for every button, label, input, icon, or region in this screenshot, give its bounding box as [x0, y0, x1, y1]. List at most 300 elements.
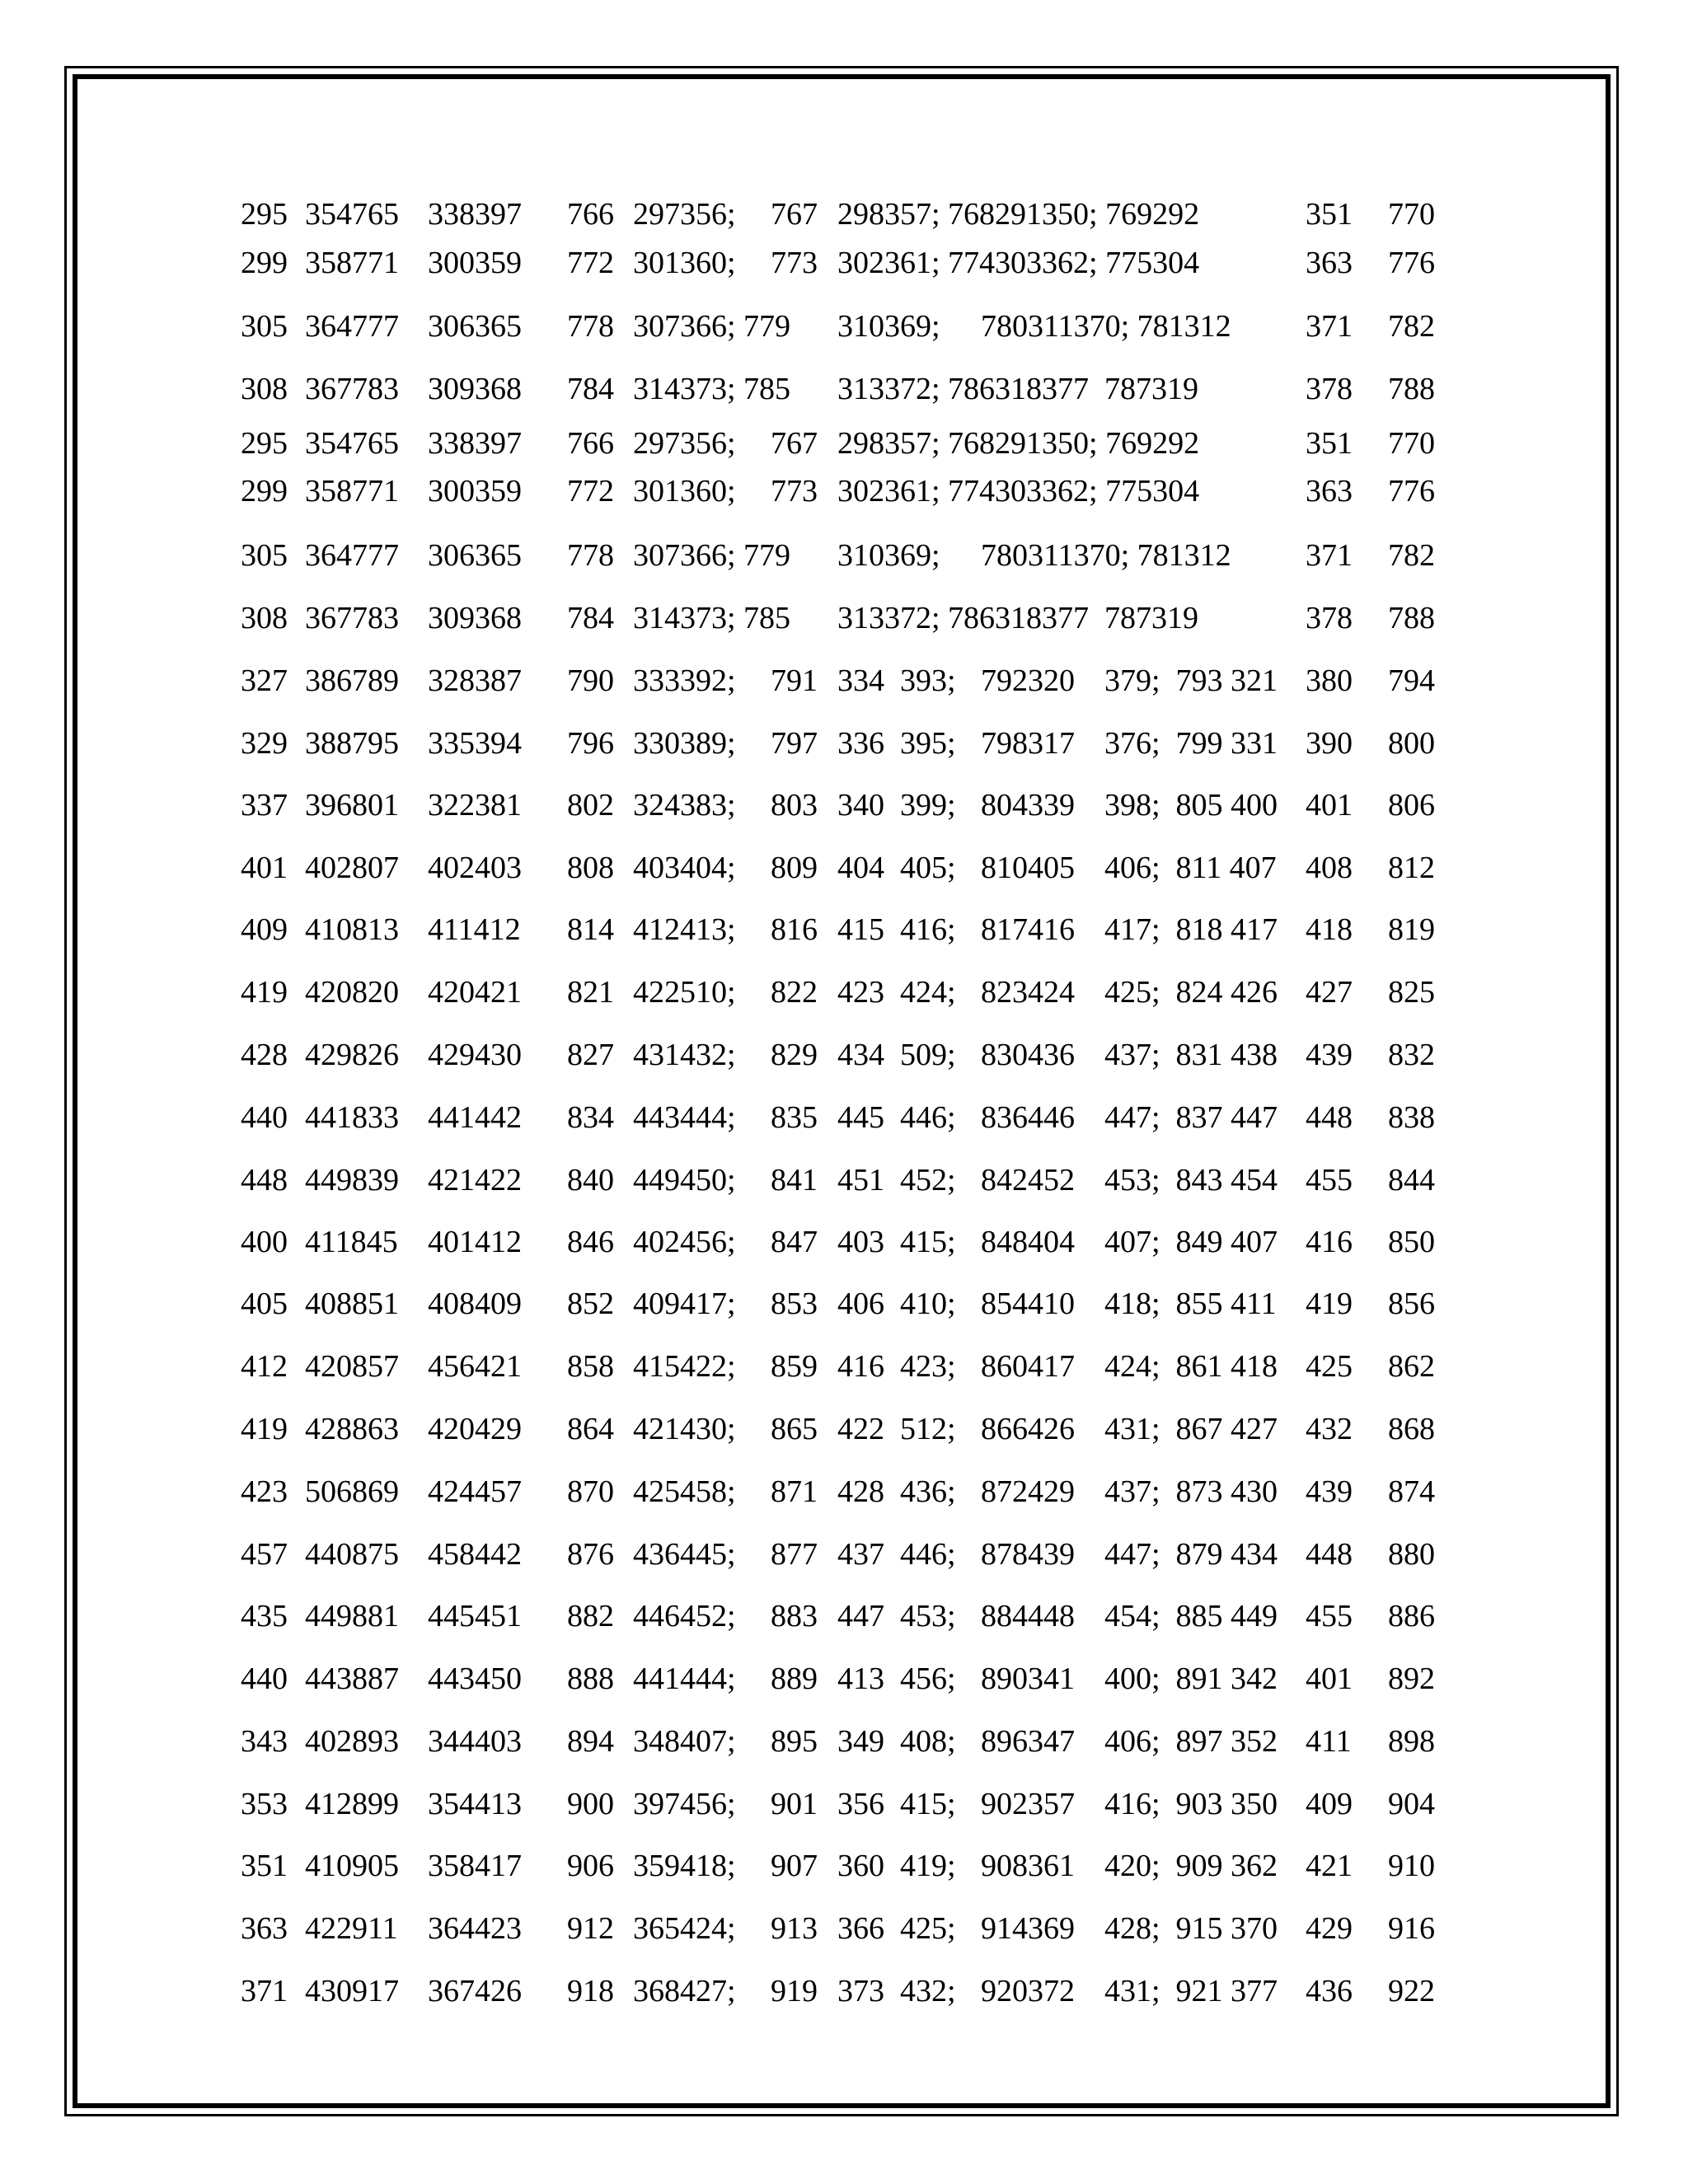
table-cell: 782: [1388, 309, 1435, 344]
table-cell: 401: [1306, 788, 1353, 823]
table-cell: 360 419;: [837, 1849, 956, 1883]
table-cell: 844: [1388, 1163, 1435, 1197]
table-cell: 401: [1306, 1661, 1353, 1696]
table-cell: 425458;: [633, 1474, 736, 1509]
table-row: [0, 1098, 1688, 1137]
table-cell: 379; 793 321: [1104, 663, 1278, 698]
table-cell: 409: [1306, 1787, 1353, 1821]
table-cell: 892: [1388, 1661, 1435, 1696]
table-cell: 300359: [428, 474, 522, 509]
table-cell: 780311370; 781312: [981, 309, 1231, 344]
table-cell: 308: [241, 372, 288, 406]
table-cell: 436445;: [633, 1537, 736, 1572]
table-cell: 886: [1388, 1599, 1435, 1633]
table-cell: 397456;: [633, 1787, 736, 1821]
table-cell: 506869: [305, 1474, 399, 1509]
table-row: [0, 471, 1688, 511]
table-cell: 349 408;: [837, 1724, 956, 1759]
table-cell: 441442: [428, 1100, 522, 1135]
table-row: [0, 910, 1688, 949]
table-cell: 420; 909 362: [1104, 1849, 1278, 1883]
table-cell: 770: [1388, 426, 1435, 461]
table-cell: 363: [1306, 474, 1353, 509]
table-cell: 809: [771, 851, 818, 885]
table-cell: 423 424;: [837, 975, 956, 1010]
table-cell: 852: [567, 1286, 614, 1321]
table-cell: 916: [1388, 1911, 1435, 1946]
table-cell: 366 425;: [837, 1911, 956, 1946]
table-cell: 371: [1306, 309, 1353, 344]
table-cell: 409417;: [633, 1286, 736, 1321]
table-cell: 772: [567, 246, 614, 280]
table-cell: 421430;: [633, 1412, 736, 1446]
table-row: [0, 661, 1688, 701]
table-cell: 313372; 786318377: [837, 601, 1090, 635]
table-cell: 847: [771, 1225, 818, 1259]
table-cell: 804339: [981, 788, 1075, 823]
table-cell: 305: [241, 538, 288, 573]
table-row: [0, 1160, 1688, 1200]
table-cell: 776: [1388, 246, 1435, 280]
table-cell: 356 415;: [837, 1787, 956, 1821]
table-cell: 364423: [428, 1911, 522, 1946]
table-cell: 306365: [428, 309, 522, 344]
table-row: [0, 1784, 1688, 1824]
table-row: [0, 1347, 1688, 1386]
table-cell: 441833: [305, 1100, 399, 1135]
table-cell: 449881: [305, 1599, 399, 1633]
table-cell: 812: [1388, 851, 1435, 885]
table-cell: 412413;: [633, 912, 736, 947]
table-cell: 439: [1306, 1038, 1353, 1072]
table-cell: 859: [771, 1349, 818, 1384]
table-cell: 420421: [428, 975, 522, 1010]
table-cell: 772: [567, 474, 614, 509]
table-cell: 373 432;: [837, 1974, 956, 2008]
table-cell: 880: [1388, 1537, 1435, 1572]
table-cell: 451 452;: [837, 1163, 956, 1197]
table-cell: 365424;: [633, 1911, 736, 1946]
table-cell: 874: [1388, 1474, 1435, 1509]
table-cell: 834: [567, 1100, 614, 1135]
table-cell: 310369;: [837, 309, 940, 344]
table-cell: 443450: [428, 1661, 522, 1696]
table-cell: 836446: [981, 1100, 1075, 1135]
table-cell: 338397: [428, 426, 522, 461]
table-cell: 354765: [305, 197, 399, 232]
table-cell: 862: [1388, 1349, 1435, 1384]
table-cell: 313372; 786318377: [837, 372, 1090, 406]
table-cell: 858: [567, 1349, 614, 1384]
table-cell: 890341: [981, 1661, 1075, 1696]
table-cell: 330389;: [633, 726, 736, 761]
table-cell: 439: [1306, 1474, 1353, 1509]
table-cell: 412899: [305, 1787, 399, 1821]
table-cell: 402403: [428, 851, 522, 885]
table-cell: 788: [1388, 601, 1435, 635]
table-cell: 454; 885 449: [1104, 1599, 1278, 1633]
table-cell: 301360;: [633, 246, 736, 280]
table-cell: 367783: [305, 372, 399, 406]
table-cell: 307366; 779: [633, 309, 791, 344]
table-cell: 329: [241, 726, 288, 761]
table-cell: 797: [771, 726, 818, 761]
table-cell: 338397: [428, 197, 522, 232]
table-cell: 418; 855 411: [1104, 1286, 1277, 1321]
table-cell: 314373; 785: [633, 372, 791, 406]
table-cell: 401: [241, 851, 288, 885]
table-cell: 425; 824 426: [1104, 975, 1278, 1010]
table-row: [0, 1409, 1688, 1449]
table-cell: 354765: [305, 426, 399, 461]
table-cell: 432: [1306, 1412, 1353, 1446]
table-row: [0, 307, 1688, 346]
table-cell: 780311370; 781312: [981, 538, 1231, 573]
table-cell: 436: [1306, 1974, 1353, 2008]
table-cell: 443887: [305, 1661, 399, 1696]
table-cell: 333392;: [633, 663, 736, 698]
table-cell: 810405: [981, 851, 1075, 885]
table-cell: 416; 903 350: [1104, 1787, 1278, 1821]
table-cell: 407; 849 407: [1104, 1225, 1278, 1259]
table-cell: 336 395;: [837, 726, 956, 761]
table-cell: 416: [1306, 1225, 1353, 1259]
table-cell: 766: [567, 426, 614, 461]
table-cell: 337: [241, 788, 288, 823]
table-cell: 404 405;: [837, 851, 956, 885]
table-cell: 866426: [981, 1412, 1075, 1446]
table-cell: 440: [241, 1661, 288, 1696]
table-cell: 784: [567, 372, 614, 406]
table-cell: 423: [241, 1474, 288, 1509]
table-cell: 308: [241, 601, 288, 635]
table-cell: 348407;: [633, 1724, 736, 1759]
table-row: [0, 1472, 1688, 1511]
table-cell: 327: [241, 663, 288, 698]
table-cell: 390: [1306, 726, 1353, 761]
table-cell: 449450;: [633, 1163, 736, 1197]
table-row: [0, 1659, 1688, 1699]
table-cell: 406; 811 407: [1104, 851, 1277, 885]
table-cell: 850: [1388, 1225, 1435, 1259]
table-cell: 340 399;: [837, 788, 956, 823]
table-cell: 309368: [428, 372, 522, 406]
table-cell: 418: [1306, 912, 1353, 947]
table-cell: 402456;: [633, 1225, 736, 1259]
table-cell: 380: [1306, 663, 1353, 698]
table-cell: 456421: [428, 1349, 522, 1384]
table-row: [0, 1971, 1688, 2011]
table-cell: 422510;: [633, 975, 736, 1010]
table-cell: 344403: [428, 1724, 522, 1759]
table-row: [0, 724, 1688, 763]
table-cell: 301360;: [633, 474, 736, 509]
table-cell: 778: [567, 538, 614, 573]
table-cell: 396801: [305, 788, 399, 823]
table-cell: 802: [567, 788, 614, 823]
table-cell: 417; 818 417: [1104, 912, 1278, 947]
table-cell: 425: [1306, 1349, 1353, 1384]
table-cell: 770: [1388, 197, 1435, 232]
table-cell: 457: [241, 1537, 288, 1572]
table-cell: 302361; 774303362; 775304: [837, 246, 1200, 280]
table-cell: 888: [567, 1661, 614, 1696]
table-cell: 324383;: [633, 788, 736, 823]
table-cell: 848404: [981, 1225, 1075, 1259]
table-row: [0, 424, 1688, 463]
table-cell: 817416: [981, 912, 1075, 947]
table-cell: 298357; 768291350; 769292: [837, 426, 1200, 461]
table-row: [0, 194, 1688, 234]
table-cell: 854410: [981, 1286, 1075, 1321]
table-cell: 314373; 785: [633, 601, 791, 635]
table-cell: 419: [241, 975, 288, 1010]
table-cell: 448: [241, 1163, 288, 1197]
table-cell: 415422;: [633, 1349, 736, 1384]
table-row: [0, 1846, 1688, 1886]
table-cell: 421: [1306, 1849, 1353, 1883]
table-row: [0, 1909, 1688, 1948]
table-cell: 343: [241, 1724, 288, 1759]
table-cell: 803: [771, 788, 818, 823]
table-cell: 428 436;: [837, 1474, 956, 1509]
table-cell: 297356;: [633, 197, 736, 232]
table-cell: 868: [1388, 1412, 1435, 1446]
table-cell: 353: [241, 1787, 288, 1821]
table-cell: 405: [241, 1286, 288, 1321]
table-cell: 878439: [981, 1537, 1075, 1572]
table-cell: 354413: [428, 1787, 522, 1821]
table-cell: 821: [567, 975, 614, 1010]
table-cell: 367426: [428, 1974, 522, 2008]
table-cell: 298357; 768291350; 769292: [837, 197, 1200, 232]
table-cell: 794: [1388, 663, 1435, 698]
table-cell: 882: [567, 1599, 614, 1633]
table-cell: 431; 867 427: [1104, 1412, 1278, 1446]
table-cell: 823424: [981, 975, 1075, 1010]
table-cell: 422911: [305, 1911, 398, 1946]
table-cell: 401412: [428, 1225, 522, 1259]
table-cell: 351: [1306, 197, 1353, 232]
table-cell: 787319: [1104, 372, 1198, 406]
table-cell: 411412: [428, 912, 521, 947]
table-cell: 299: [241, 474, 288, 509]
table-cell: 368427;: [633, 1974, 736, 2008]
table-cell: 829: [771, 1038, 818, 1072]
table-cell: 842452: [981, 1163, 1075, 1197]
table-cell: 428863: [305, 1412, 399, 1446]
table-cell: 443444;: [633, 1100, 736, 1135]
table-cell: 420857: [305, 1349, 399, 1384]
table-cell: 773: [771, 246, 818, 280]
table-cell: 429430: [428, 1038, 522, 1072]
table-row: [0, 536, 1688, 575]
table-cell: 358771: [305, 246, 399, 280]
table-cell: 806: [1388, 788, 1435, 823]
table-cell: 416 423;: [837, 1349, 956, 1384]
table-cell: 334 393;: [837, 663, 956, 698]
table-cell: 371: [241, 1974, 288, 2008]
table-cell: 351: [241, 1849, 288, 1883]
table-cell: 403404;: [633, 851, 736, 885]
table-cell: 787319: [1104, 601, 1198, 635]
table-cell: 295: [241, 197, 288, 232]
table-cell: 816: [771, 912, 818, 947]
table-cell: 322381: [428, 788, 522, 823]
table-cell: 408851: [305, 1286, 399, 1321]
table-row: [0, 1722, 1688, 1761]
table-cell: 410813: [305, 912, 399, 947]
table-cell: 437; 831 438: [1104, 1038, 1278, 1072]
table-cell: 402893: [305, 1724, 399, 1759]
table-cell: 784: [567, 601, 614, 635]
table-cell: 431; 921 377: [1104, 1974, 1278, 2008]
table-cell: 428: [241, 1038, 288, 1072]
table-cell: 429: [1306, 1911, 1353, 1946]
table-cell: 446452;: [633, 1599, 736, 1633]
table-cell: 421422: [428, 1163, 522, 1197]
table-cell: 359418;: [633, 1849, 736, 1883]
table-cell: 895: [771, 1724, 818, 1759]
table-cell: 447 453;: [837, 1599, 956, 1633]
table-cell: 441444;: [633, 1661, 736, 1696]
table-cell: 409: [241, 912, 288, 947]
table-cell: 412: [241, 1349, 288, 1384]
table-cell: 767: [771, 426, 818, 461]
table-cell: 447; 837 447: [1104, 1100, 1278, 1135]
table-cell: 782: [1388, 538, 1435, 573]
table-cell: 364777: [305, 538, 399, 573]
table-cell: 773: [771, 474, 818, 509]
table-cell: 424; 861 418: [1104, 1349, 1278, 1384]
table-cell: 410905: [305, 1849, 399, 1883]
table-cell: 889: [771, 1661, 818, 1696]
table-cell: 302361; 774303362; 775304: [837, 474, 1200, 509]
table-row: [0, 1596, 1688, 1636]
table-cell: 901: [771, 1787, 818, 1821]
table-cell: 914369: [981, 1911, 1075, 1946]
table-cell: 871: [771, 1474, 818, 1509]
table-cell: 808: [567, 851, 614, 885]
table-cell: 922: [1388, 1974, 1435, 2008]
table-cell: 865: [771, 1412, 818, 1446]
table-cell: 896347: [981, 1724, 1075, 1759]
table-cell: 883: [771, 1599, 818, 1633]
table-cell: 424457: [428, 1474, 522, 1509]
table-cell: 900: [567, 1787, 614, 1821]
table-cell: 876: [567, 1537, 614, 1572]
table-cell: 306365: [428, 538, 522, 573]
table-row: [0, 1222, 1688, 1262]
table-cell: 908361: [981, 1849, 1075, 1883]
table-row: [0, 1035, 1688, 1075]
table-cell: 406; 897 352: [1104, 1724, 1278, 1759]
table-cell: 403 415;: [837, 1225, 956, 1259]
table-cell: 386789: [305, 663, 399, 698]
table-cell: 309368: [428, 601, 522, 635]
table-row: [0, 972, 1688, 1012]
table-cell: 419: [241, 1412, 288, 1446]
table-cell: 400: [241, 1225, 288, 1259]
table-cell: 371: [1306, 538, 1353, 573]
table-cell: 919: [771, 1974, 818, 2008]
table-cell: 830436: [981, 1038, 1075, 1072]
table-cell: 860417: [981, 1349, 1075, 1384]
table-cell: 840: [567, 1163, 614, 1197]
table-cell: 778: [567, 309, 614, 344]
table-cell: 398; 805 400: [1104, 788, 1278, 823]
table-cell: 767: [771, 197, 818, 232]
table-cell: 364777: [305, 309, 399, 344]
table-cell: 447; 879 434: [1104, 1537, 1278, 1572]
table-cell: 819: [1388, 912, 1435, 947]
table-cell: 910: [1388, 1849, 1435, 1883]
table-cell: 838: [1388, 1100, 1435, 1135]
table-cell: 902357: [981, 1787, 1075, 1821]
table-cell: 435: [241, 1599, 288, 1633]
table-cell: 406 410;: [837, 1286, 956, 1321]
table-cell: 437 446;: [837, 1537, 956, 1572]
table-row: [0, 369, 1688, 409]
table-cell: 307366; 779: [633, 538, 791, 573]
table-cell: 363: [1306, 246, 1353, 280]
table-cell: 870: [567, 1474, 614, 1509]
table-cell: 358771: [305, 474, 399, 509]
table-cell: 825: [1388, 975, 1435, 1010]
table-cell: 790: [567, 663, 614, 698]
table-cell: 877: [771, 1537, 818, 1572]
table-cell: 920372: [981, 1974, 1075, 2008]
table-cell: 788: [1388, 372, 1435, 406]
table-cell: 898: [1388, 1724, 1435, 1759]
table-cell: 427: [1306, 975, 1353, 1010]
table-cell: 419: [1306, 1286, 1353, 1321]
table-cell: 440875: [305, 1537, 399, 1572]
table-cell: 378: [1306, 601, 1353, 635]
table-cell: 413 456;: [837, 1661, 956, 1696]
table-cell: 411845: [305, 1225, 398, 1259]
table-cell: 776: [1388, 474, 1435, 509]
table-cell: 351: [1306, 426, 1353, 461]
table-cell: 798317: [981, 726, 1075, 761]
table-cell: 402807: [305, 851, 399, 885]
table-cell: 408: [1306, 851, 1353, 885]
table-cell: 846: [567, 1225, 614, 1259]
table-cell: 431432;: [633, 1038, 736, 1072]
table-cell: 335394: [428, 726, 522, 761]
table-cell: 437; 873 430: [1104, 1474, 1278, 1509]
table-cell: 894: [567, 1724, 614, 1759]
table-cell: 367783: [305, 601, 399, 635]
table-cell: 300359: [428, 246, 522, 280]
table-cell: 918: [567, 1974, 614, 2008]
table-cell: 411: [1306, 1724, 1352, 1759]
table-cell: 440: [241, 1100, 288, 1135]
table-cell: 429826: [305, 1038, 399, 1072]
table-cell: 766: [567, 197, 614, 232]
table-row: [0, 1284, 1688, 1324]
table-cell: 449839: [305, 1163, 399, 1197]
table-cell: 841: [771, 1163, 818, 1197]
table-cell: 453; 843 454: [1104, 1163, 1278, 1197]
table-cell: 448: [1306, 1100, 1353, 1135]
table-cell: 455: [1306, 1599, 1353, 1633]
table-cell: 448: [1306, 1537, 1353, 1572]
table-cell: 906: [567, 1849, 614, 1883]
table-cell: 907: [771, 1849, 818, 1883]
table-row: [0, 1535, 1688, 1574]
table-cell: 822: [771, 975, 818, 1010]
